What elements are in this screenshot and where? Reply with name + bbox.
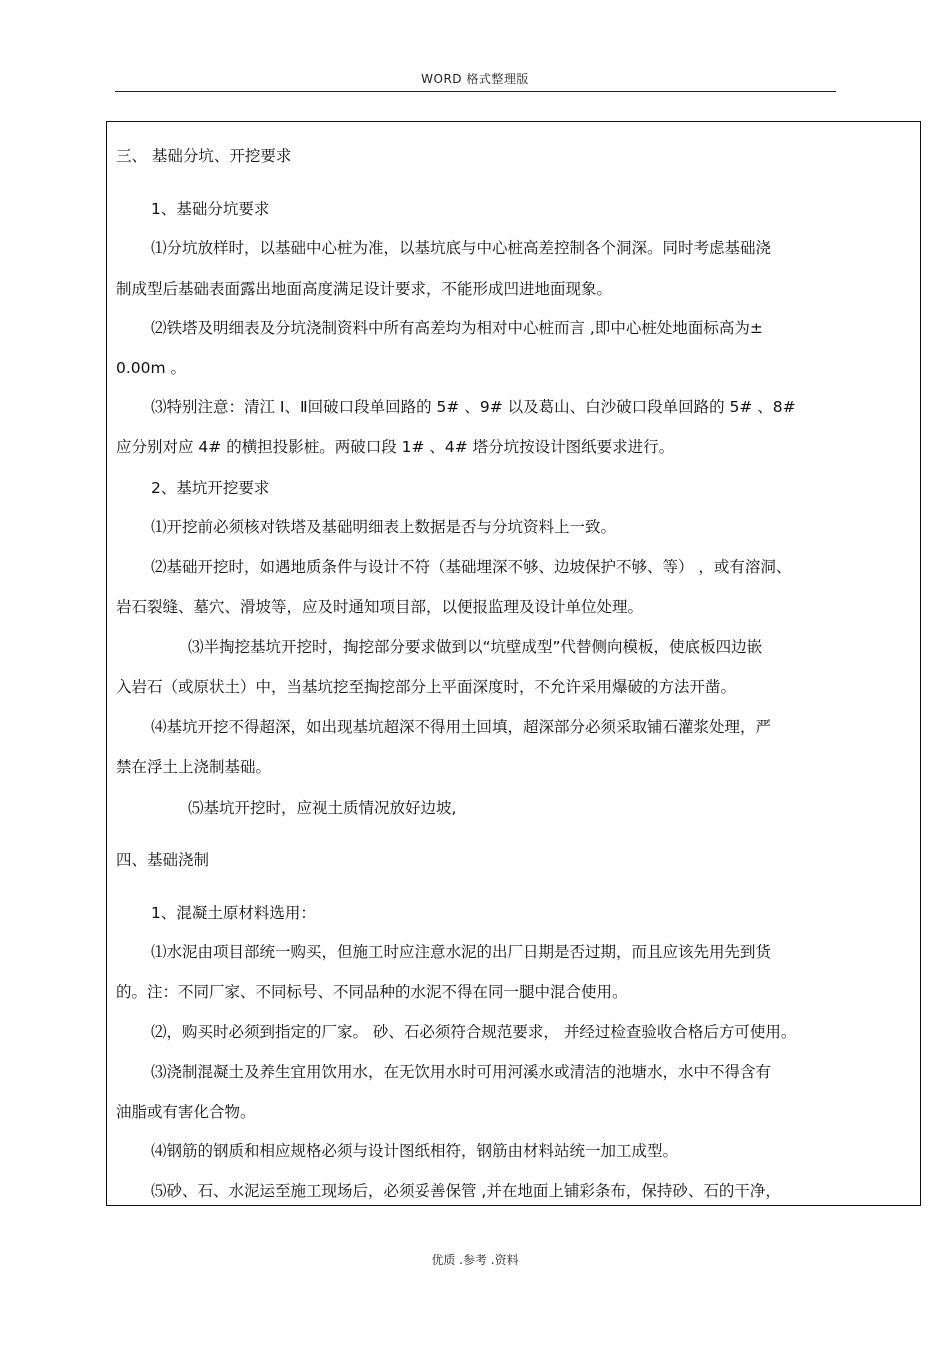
paragraph-line: 应分别对应 4# 的横担投影桩。两破口段 1# 、4# 塔分坑按设计图纸要求进行。 <box>116 438 675 456</box>
paragraph-line: ⑷基坑开挖不得超深，如出现基坑超深不得用土回填，超深部分必须采取铺石灌浆处理，严 <box>151 718 772 736</box>
paragraph-line: 制成型后基础表面露出地面高度满足设计要求，不能形成凹进地面现象。 <box>116 280 613 298</box>
paragraph-line: ⑸砂、石、水泥运至施工现场后，必须妥善保管 ,并在地面上铺彩条布，保持砂、石的干净， <box>151 1182 781 1200</box>
paragraph-line: ⑶浇制混凝土及养生宜用饮用水，在无饮用水时可用河溪水或清洁的池塘水，水中不得含有 <box>151 1063 772 1081</box>
paragraph-line: ⑶特别注意：清江 Ⅰ、Ⅱ回破口段单回路的 5# 、9# 以及葛山、白沙破口段单回路的 5# 、8# <box>151 398 796 416</box>
paragraph-line: 禁在浮土上浇制基础。 <box>116 758 272 776</box>
paragraph-line: 入岩石（或原状土）中，当基坑挖至掏挖部分上平面深度时，不允许采用爆破的方法开凿。 <box>116 678 737 696</box>
paragraph-line: ⑵铁塔及明细表及分坑浇制资料中所有高差均为相对中心桩而言 ,即中心桩处地面标高为± <box>151 319 763 337</box>
paragraph-line: ⑵基础开挖时，如遇地质条件与设计不符（基础埋深不够、边坡保护不够、等） ，或有溶洞、 <box>151 558 792 576</box>
paragraph-line: ⑶半掏挖基坑开挖时，掏挖部分要求做到以“坑壁成型”代替侧向模板，使底板四边嵌 <box>188 638 763 656</box>
paragraph-line: ⑴开挖前必须核对铁塔及基础明细表上数据是否与分坑资料上一致。 <box>151 518 617 536</box>
paragraph-line: ⑷钢筋的钢质和相应规格必须与设计图纸相符，钢筋由材料站统一加工成型。 <box>151 1142 679 1160</box>
paragraph-line: 油脂或有害化合物。 <box>116 1103 256 1121</box>
paragraph-line: ⑴分坑放样时，以基础中心桩为准，以基坑底与中心桩高差控制各个洞深。同时考虑基础浇 <box>151 239 772 257</box>
page-header-title: WORD 格式整理版 <box>421 72 529 86</box>
paragraph-line: 的。注：不同厂家、不同标号、不同品种的水泥不得在同一腿中混合使用。 <box>116 983 628 1001</box>
section-heading-4: 四、基础浇制 <box>116 851 210 869</box>
subsection-heading: 2、基坑开挖要求 <box>151 479 270 497</box>
header-divider <box>115 91 836 92</box>
paragraph-line: ⑸基坑开挖时，应视土质情况放好边坡, <box>188 799 457 817</box>
paragraph-line: ⑴水泥由项目部统一购买，但施工时应注意水泥的出厂日期是否过期，而且应该先用先到货 <box>151 943 772 961</box>
subsection-heading: 1、基础分坑要求 <box>151 200 270 218</box>
section-heading-3: 三、 基础分坑、开挖要求 <box>116 147 292 165</box>
paragraph-line: 岩石裂缝、墓穴、滑坡等，应及时通知项目部，以便报监理及设计单位处理。 <box>116 598 644 616</box>
paragraph-line: 0.00m 。 <box>116 359 187 377</box>
subsection-heading: 1、混凝土原材料选用： <box>151 904 316 922</box>
page-footer-text: 优质 .参考 .资料 <box>431 1253 519 1267</box>
paragraph-line: ⑵，购买时必须到指定的厂家。 砂、石必须符合规范要求， 并经过检查验收合格后方可使用。 <box>151 1023 797 1041</box>
